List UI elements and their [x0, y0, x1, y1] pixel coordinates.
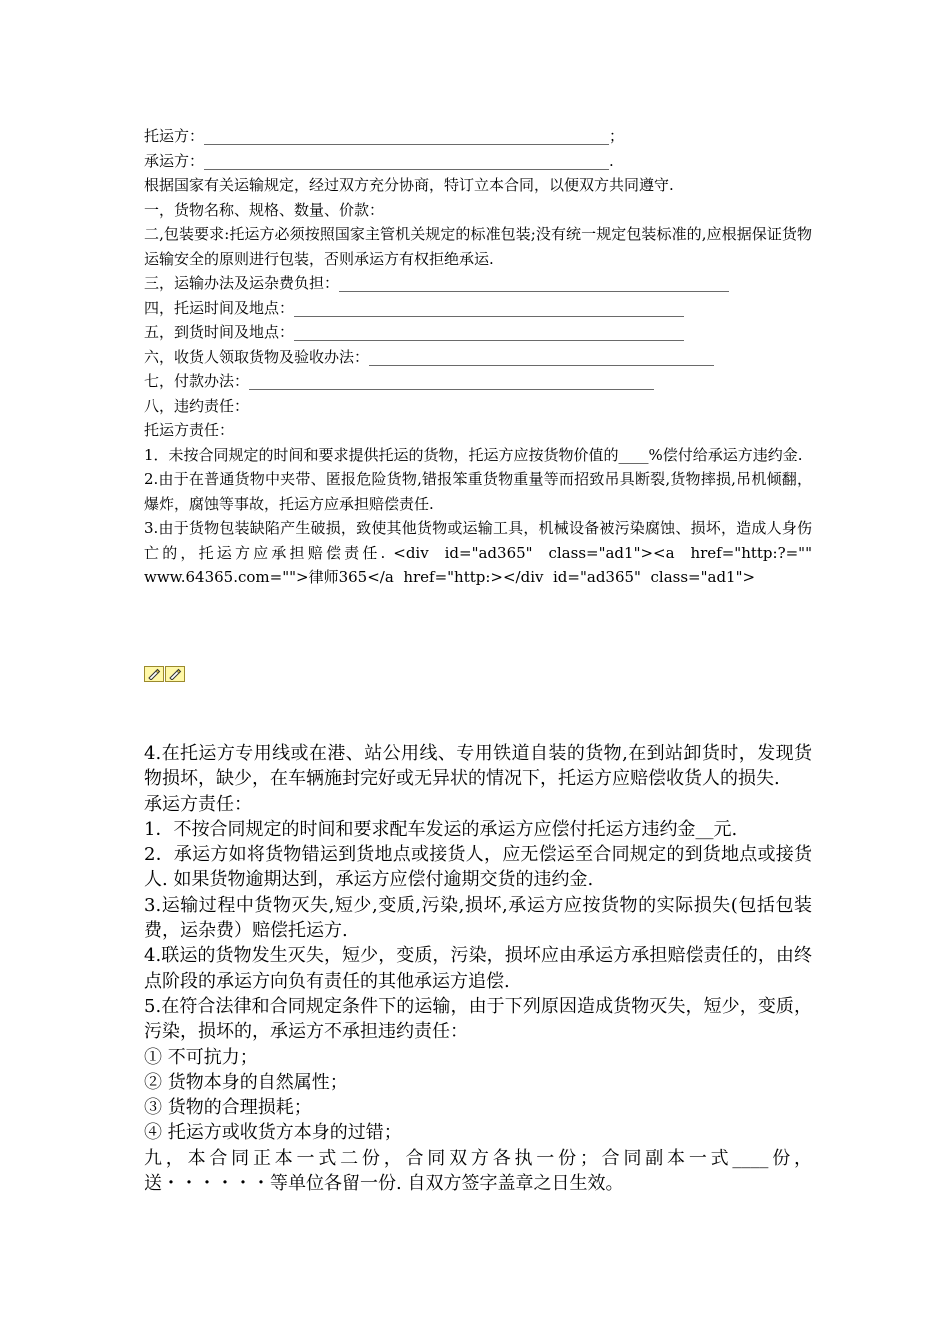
shipper-liability-heading: 托运方责任：: [144, 421, 235, 439]
clause-4: 四，托运时间及地点：____________________________________________________: [144, 298, 685, 317]
carrier-liability-heading: 承运方责任：: [144, 793, 252, 815]
clause-6: 六，收货人领取货物及验收办法：______________________________________________: [144, 347, 715, 366]
edit-icon[interactable]: [144, 666, 164, 682]
contract-section-1: [144, 124, 817, 590]
clause-8-heading: 八，违约责任：: [144, 396, 250, 415]
exemption-item: ② 货物本身的自然属性；: [144, 1071, 348, 1093]
clause-7: 七，付款办法：______________________________________________________: [144, 372, 655, 390]
shipper-liability-item: 3.由于货物包装缺陷产生破损，致使其他货物或运输工具，机械设备被污染腐蚀、损坏，造成人身伤亡的，托运方应承担赔偿责任. <div id="ad365" class="ad1"><a href="http:?="" www.64365.com="">律师365</a href="http:></div id="ad365" class="ad1">: [144, 519, 817, 586]
clause-3: 三，运输办法及运杂费负担：____________________________________________________: [144, 274, 730, 292]
icon-bar: [144, 666, 185, 682]
shipper-line: 托运方：______________________________________________________；: [144, 127, 625, 145]
carrier-line: 承运方：______________________________________________________.: [144, 151, 614, 170]
shipper-liability-item: 2.由于在普通货物中夹带、匿报危险货物,错报笨重货物重量等而招致吊具断裂,货物摔损,吊机倾翻，爆炸，腐蚀等事故，托运方应承担赔偿责任.: [144, 470, 812, 513]
exemption-item: ④ 托运方或收货方本身的过错；: [144, 1122, 402, 1144]
carrier-liability-item: 3.运输过程中货物灭失,短少,变质,污染,损坏,承运方应按货物的实际损失(包括包装费，运杂费）赔偿托运方.: [144, 894, 812, 942]
carrier-liability-item: 2．承运方如将货物错运到货地点或接货人，应无偿运至合同规定的到货地点或接货人. 如果货物逾期达到，承运方应偿付逾期交货的违约金.: [144, 844, 812, 891]
clause-1: 一，货物名称、规格、数量、价款：: [144, 200, 385, 219]
clause-9: 九，本合同正本一式二份，合同双方各执一份；合同副本一式____份，送・・・・・・等单位各留一份. 自双方签字盖章之日生效。: [144, 1147, 812, 1195]
edit-icon[interactable]: [165, 666, 185, 682]
shipper-liability-item: 1．未按合同规定的时间和要求提供托运的货物，托运方应按货物价值的____%偿付给承运方违约金.: [144, 445, 803, 464]
exemption-item: ① 不可抗力；: [144, 1046, 258, 1068]
carrier-liability-item: 1．不按合同规定的时间和要求配车发运的承运方应偿付托运方违约金__元.: [144, 818, 738, 840]
carrier-liability-item: 5.在符合法律和合同规定条件下的运输，由于下列原因造成货物灭失，短少，变质，污染，损坏的，承运方不承担违约责任：: [144, 995, 812, 1043]
preamble: 根据国家有关运输规定，经过双方充分协商，特订立本合同，以便双方共同遵守.: [144, 176, 674, 194]
clause-2: 二,包装要求:托运方必须按照国家主管机关规定的标准包装;没有统一规定包装标准的,应根据保证货物运输安全的原则进行包装，否则承运方有权拒绝承运.: [144, 225, 812, 268]
exemption-item: ③ 货物的合理损耗；: [144, 1097, 312, 1119]
contract-section-2: [144, 741, 812, 1196]
carrier-liability-item: 4.联运的货物发生灭失，短少，变质，污染，损坏应由承运方承担赔偿责任的，由终点阶段的承运方向负有责任的其他承运方追偿.: [144, 945, 812, 992]
clause-5: 五，到货时间及地点：____________________________________________________: [144, 323, 685, 341]
shipper-liability-item: 4.在托运方专用线或在港、站公用线、专用铁道自装的货物,在到站卸货时，发现货物损坏，缺少，在车辆施封完好或无异状的情况下，托运方应赔偿收货人的损失.: [144, 743, 812, 790]
